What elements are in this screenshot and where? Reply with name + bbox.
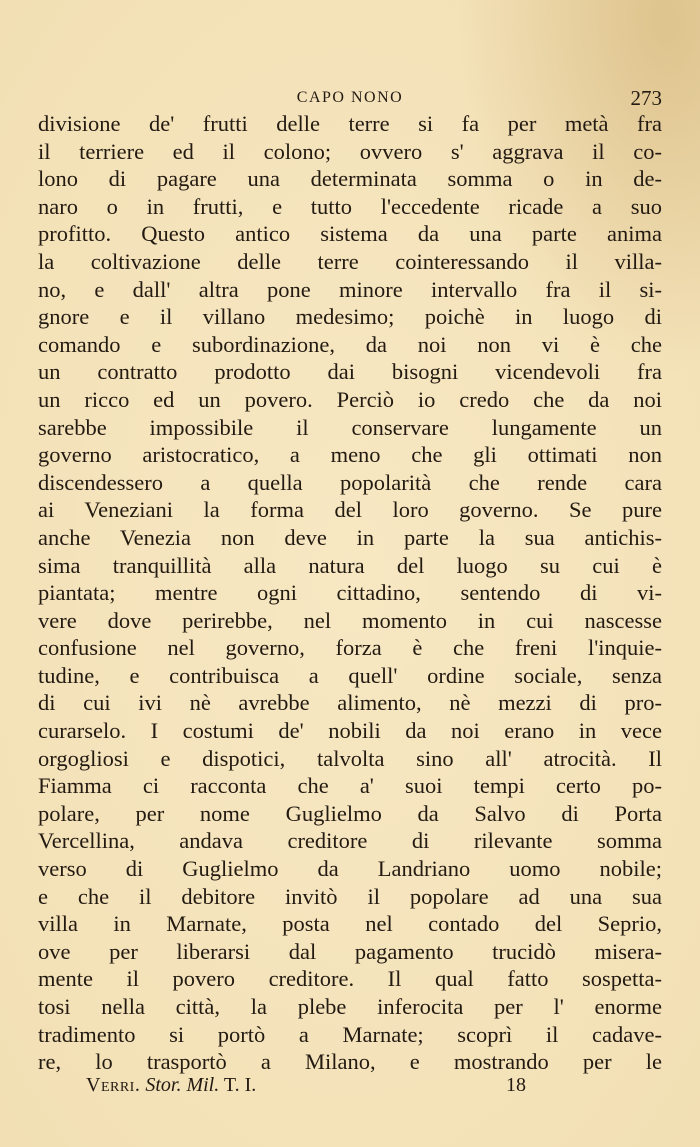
text-line: villa in Marnate, posta nel contado del Seprio, bbox=[38, 911, 662, 937]
text-line: confusione nel governo, forza è che freni l'inquie- bbox=[38, 635, 662, 661]
text-line: un contratto prodotto dai bisogni vicendevoli fra bbox=[38, 359, 662, 385]
text-line: no, e dall' altra pone minore intervallo fra il si- bbox=[38, 276, 662, 302]
text-line: mente il povero creditore. Il qual fatto sospetta- bbox=[38, 966, 662, 992]
text-line: lono di pagare una determinata somma o in de- bbox=[38, 166, 662, 192]
text-line: sima tranquillità alla natura del luogo su cui è bbox=[38, 552, 662, 578]
text-line: sarebbe impossibile il conservare lungamente un bbox=[38, 414, 662, 440]
chapter-title: CAPO NONO bbox=[296, 89, 404, 106]
text-line: gnore e il villano medesimo; poichè in luogo di bbox=[38, 304, 662, 330]
footer-short-title: Stor. Mil. bbox=[145, 1074, 220, 1096]
text-line: un ricco ed un povero. Perciò io credo che da noi bbox=[38, 386, 662, 412]
body-text bbox=[38, 110, 662, 1076]
footer bbox=[86, 1072, 526, 1098]
footer-volume: T. I. bbox=[223, 1074, 257, 1096]
text-line: tosi nella città, la plebe inferocita per l' enorme bbox=[38, 994, 662, 1019]
text-line: re, lo trasportò a Milano, e mostrando per le bbox=[38, 1049, 662, 1075]
footer-imprint bbox=[86, 1072, 256, 1098]
text-line: tudine, e contribuisca a quell' ordine sociale, senza bbox=[38, 662, 662, 688]
text-line: e che il debitore invitò il popolare ad una sua bbox=[38, 883, 662, 909]
text-line: Vercellina, andava creditore di rilevante somma bbox=[38, 828, 662, 854]
text-line: Fiamma ci racconta che a' suoi tempi certo po- bbox=[38, 773, 662, 799]
text-line: ove per liberarsi dal pagamento trucidò misera- bbox=[38, 938, 662, 964]
text-line: profitto. Questo antico sistema da una parte anima bbox=[38, 221, 662, 247]
text-line: anche Venezia non deve in parte la sua antichis- bbox=[38, 524, 662, 550]
text-line: comando e subordinazione, da noi non vi è che bbox=[38, 331, 662, 357]
text-line: naro o in frutti, e tutto l'eccedente ricade a suo bbox=[38, 193, 662, 219]
text-line: il terriere ed il colono; ovvero s' aggrava il co- bbox=[38, 138, 662, 164]
text-line: verso di Guglielmo da Landriano uomo nobile; bbox=[38, 856, 662, 882]
gathering-signature: 18 bbox=[506, 1074, 526, 1096]
text-line: la coltivazione delle terre cointeressando il villa- bbox=[38, 248, 662, 274]
text-line: piantata; mentre ogni cittadino, sentendo di vi- bbox=[38, 580, 662, 606]
text-line: orgogliosi e dispotici, talvolta sino all' atrocità. Il bbox=[38, 745, 662, 771]
text-line: ai Veneziani la forma del loro governo. Se pure bbox=[38, 497, 662, 523]
text-line: divisione de' frutti delle terre si fa per metà fra bbox=[38, 111, 662, 136]
running-head bbox=[38, 86, 662, 110]
text-line: polare, per nome Guglielmo da Salvo di Porta bbox=[38, 800, 662, 826]
text-line: di cui ivi nè avrebbe alimento, nè mezzi di pro- bbox=[38, 690, 662, 716]
page-number: 273 bbox=[630, 86, 662, 110]
footer-author: Verri. bbox=[86, 1074, 141, 1096]
text-line: curarselo. I costumi de' nobili da noi erano in vece bbox=[38, 718, 662, 744]
text-line: vere dove perirebbe, nel momento in cui nascesse bbox=[38, 607, 662, 633]
text-line: tradimento si portò a Marnate; scoprì il cadave- bbox=[38, 1021, 662, 1047]
text-line: discendessero a quella popolarità che rende cara bbox=[38, 469, 662, 495]
text-line: governo aristocratico, a meno che gli ottimati non bbox=[38, 442, 662, 468]
